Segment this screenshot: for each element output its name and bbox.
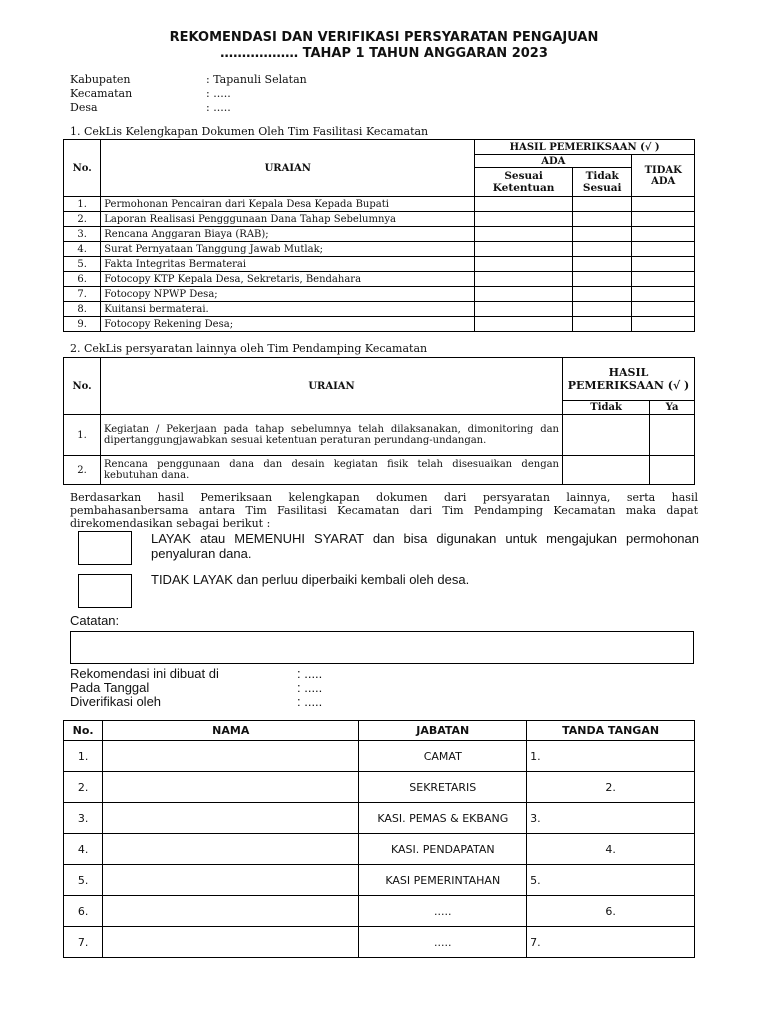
tidak-layak-checkbox[interactable] bbox=[78, 574, 132, 608]
conclusion-paragraph: Berdasarkan hasil Pemeriksaan kelengkapan dokumen dari persyaratan lainnya, serta hasil pembahasanbersama antara Tim Fasilitasi Kecamatan dari Tim Pendamping Kecamatan maka dapat direkomendasikan sebagai berikut : bbox=[70, 491, 698, 530]
tidak-sesuai-cell[interactable] bbox=[573, 272, 632, 287]
desa-value: : ..... bbox=[206, 101, 231, 114]
table-row bbox=[64, 257, 695, 272]
tanda-tangan-cell[interactable]: 1. bbox=[527, 741, 695, 772]
row-number: 9. bbox=[64, 317, 101, 332]
tanda-tangan-cell[interactable]: 7. bbox=[527, 927, 695, 958]
tidak-sesuai-cell[interactable] bbox=[573, 197, 632, 212]
table-row bbox=[64, 927, 695, 958]
sesuai-cell[interactable] bbox=[475, 212, 573, 227]
tanggal-label: Pada Tanggal bbox=[70, 680, 150, 695]
col-nama: NAMA bbox=[103, 721, 359, 741]
row-description: Rencana penggunaan dana dan desain kegiatan fisik telah disesuaikan dengan kebutuhan dana. bbox=[101, 456, 563, 485]
nama-cell[interactable] bbox=[103, 741, 359, 772]
tanggal-value: : ..... bbox=[297, 680, 323, 695]
row-description: Surat Pernyataan Tanggung Jawab Mutlak; bbox=[101, 242, 475, 257]
sesuai-cell[interactable] bbox=[475, 227, 573, 242]
tanda-tangan-cell[interactable]: 4. bbox=[527, 834, 695, 865]
jabatan-cell: KASI PEMERINTAHAN bbox=[359, 865, 527, 896]
tanda-tangan-cell[interactable]: 5. bbox=[527, 865, 695, 896]
tidak-layak-option-label: TIDAK LAYAK dan perluu diperbaiki kembali oleh desa. bbox=[151, 572, 470, 587]
col-jabatan: JABATAN bbox=[359, 721, 527, 741]
tidak-sesuai-cell[interactable] bbox=[573, 287, 632, 302]
row-number: 4. bbox=[64, 834, 103, 865]
checklist-table-1 bbox=[63, 139, 695, 332]
row-description: Kegiatan / Pekerjaan pada tahap sebelumnya telah dilaksanakan, dimonitoring dan dipertanggungjawabkan sesuai ketentuan peraturan perundang-undangan. bbox=[101, 415, 563, 456]
desa-label: Desa bbox=[70, 101, 98, 114]
jabatan-cell: SEKRETARIS bbox=[359, 772, 527, 803]
table-row bbox=[64, 456, 695, 485]
table-row bbox=[64, 197, 695, 212]
tidak-ada-cell[interactable] bbox=[632, 287, 695, 302]
row-number: 7. bbox=[64, 287, 101, 302]
tidak-sesuai-cell[interactable] bbox=[573, 227, 632, 242]
kecamatan-label: Kecamatan bbox=[70, 87, 133, 100]
tidak-ada-cell[interactable] bbox=[632, 317, 695, 332]
tanda-tangan-cell[interactable]: 2. bbox=[527, 772, 695, 803]
table-row bbox=[64, 772, 695, 803]
row-number: 2. bbox=[64, 772, 103, 803]
row-description: Kuitansi bermaterai. bbox=[101, 302, 475, 317]
nama-cell[interactable] bbox=[103, 834, 359, 865]
col-no: No. bbox=[64, 721, 103, 741]
verifikasi-label: Diverifikasi oleh bbox=[70, 694, 162, 709]
tidak-cell[interactable] bbox=[563, 456, 650, 485]
table-row bbox=[64, 302, 695, 317]
jabatan-cell: KASI. PENDAPATAN bbox=[359, 834, 527, 865]
tanda-tangan-cell[interactable]: 6. bbox=[527, 896, 695, 927]
row-number: 1. bbox=[64, 197, 101, 212]
kecamatan-value: : ..... bbox=[206, 87, 231, 100]
sesuai-cell[interactable] bbox=[475, 242, 573, 257]
row-description: Rencana Anggaran Biaya (RAB); bbox=[101, 227, 475, 242]
col-ya: Ya bbox=[650, 401, 695, 415]
row-number: 2. bbox=[64, 456, 101, 485]
jabatan-cell: ..... bbox=[359, 896, 527, 927]
col-no: No. bbox=[64, 358, 101, 415]
tanda-tangan-cell[interactable]: 3. bbox=[527, 803, 695, 834]
col-tanda-tangan: TANDA TANGAN bbox=[527, 721, 695, 741]
col-uraian: URAIAN bbox=[101, 140, 475, 197]
nama-cell[interactable] bbox=[103, 803, 359, 834]
sesuai-cell[interactable] bbox=[475, 302, 573, 317]
table-row bbox=[64, 803, 695, 834]
table-row bbox=[64, 415, 695, 456]
verifikasi-value: : ..... bbox=[297, 694, 323, 709]
tidak-ada-cell[interactable] bbox=[632, 242, 695, 257]
table-row bbox=[64, 272, 695, 287]
tidak-sesuai-cell[interactable] bbox=[573, 242, 632, 257]
row-description: Fotocopy Rekening Desa; bbox=[101, 317, 475, 332]
row-number: 4. bbox=[64, 242, 101, 257]
table-row bbox=[64, 834, 695, 865]
col-no: No. bbox=[64, 140, 101, 197]
jabatan-cell: CAMAT bbox=[359, 741, 527, 772]
table-row bbox=[64, 287, 695, 302]
table-row bbox=[64, 865, 695, 896]
row-description: Laporan Realisasi Pengggunaan Dana Tahap Sebelumnya bbox=[101, 212, 475, 227]
nama-cell[interactable] bbox=[103, 927, 359, 958]
table-row bbox=[64, 896, 695, 927]
tidak-ada-cell[interactable] bbox=[632, 257, 695, 272]
sesuai-cell[interactable] bbox=[475, 257, 573, 272]
signature-table bbox=[63, 720, 695, 958]
tidak-sesuai-cell[interactable] bbox=[573, 302, 632, 317]
tidak-sesuai-cell[interactable] bbox=[573, 257, 632, 272]
row-number: 5. bbox=[64, 257, 101, 272]
row-number: 7. bbox=[64, 927, 103, 958]
row-number: 1. bbox=[64, 741, 103, 772]
layak-option-label: LAYAK atau MEMENUHI SYARAT dan bisa digunakan untuk mengajukan permohonan penyaluran dana. bbox=[151, 531, 699, 561]
dibuat-value: : ..... bbox=[297, 666, 323, 681]
row-number: 6. bbox=[64, 896, 103, 927]
row-number: 6. bbox=[64, 272, 101, 287]
section2-heading: 2. CekLis persyaratan lainnya oleh Tim Pendamping Kecamatan bbox=[70, 342, 428, 355]
row-number: 3. bbox=[64, 803, 103, 834]
col-hasil: HASIL PEMERIKSAAN (√ ) bbox=[475, 140, 695, 155]
dibuat-label: Rekomendasi ini dibuat di bbox=[70, 666, 219, 681]
table-row bbox=[64, 317, 695, 332]
sesuai-cell[interactable] bbox=[475, 317, 573, 332]
jabatan-cell: ..... bbox=[359, 927, 527, 958]
sesuai-cell[interactable] bbox=[475, 272, 573, 287]
nama-cell[interactable] bbox=[103, 896, 359, 927]
catatan-field[interactable] bbox=[70, 631, 694, 664]
row-number: 1. bbox=[64, 415, 101, 456]
col-uraian: URAIAN bbox=[101, 358, 563, 415]
row-description: Fotocopy KTP Kepala Desa, Sekretaris, Bendahara bbox=[101, 272, 475, 287]
sesuai-cell[interactable] bbox=[475, 287, 573, 302]
col-tidak-ada: TIDAK ADA bbox=[632, 155, 695, 197]
document-title-line1: REKOMENDASI DAN VERIFIKASI PERSYARATAN PENGAJUAN bbox=[169, 30, 599, 45]
ya-cell[interactable] bbox=[650, 456, 695, 485]
col-hasil: HASIL PEMERIKSAAN (√ ) bbox=[563, 358, 695, 401]
col-tidak: Tidak bbox=[563, 401, 650, 415]
row-description: Fotocopy NPWP Desa; bbox=[101, 287, 475, 302]
kabupaten-label: Kabupaten bbox=[70, 73, 131, 86]
checklist-table-2 bbox=[63, 357, 695, 485]
nama-cell[interactable] bbox=[103, 865, 359, 896]
nama-cell[interactable] bbox=[103, 772, 359, 803]
row-description: Fakta Integritas Bermaterai bbox=[101, 257, 475, 272]
ya-cell[interactable] bbox=[650, 415, 695, 456]
col-ada: ADA bbox=[475, 155, 632, 168]
sesuai-cell[interactable] bbox=[475, 197, 573, 212]
catatan-label: Catatan: bbox=[70, 613, 120, 628]
tidak-sesuai-cell[interactable] bbox=[573, 317, 632, 332]
document-title-line2: ……………… TAHAP 1 TAHUN ANGGARAN 2023 bbox=[220, 46, 548, 61]
tidak-ada-cell[interactable] bbox=[632, 212, 695, 227]
col-tidak-sesuai: Tidak Sesuai bbox=[573, 168, 632, 197]
col-sesuai: Sesuai Ketentuan bbox=[475, 168, 573, 197]
tidak-ada-cell[interactable] bbox=[632, 197, 695, 212]
row-description: Permohonan Pencairan dari Kepala Desa Kepada Bupati bbox=[101, 197, 475, 212]
layak-checkbox[interactable] bbox=[78, 531, 132, 565]
table-row bbox=[64, 212, 695, 227]
row-number: 8. bbox=[64, 302, 101, 317]
tidak-cell[interactable] bbox=[563, 415, 650, 456]
table-row bbox=[64, 741, 695, 772]
table-row bbox=[64, 242, 695, 257]
table-row bbox=[64, 227, 695, 242]
section1-heading: 1. CekLis Kelengkapan Dokumen Oleh Tim Fasilitasi Kecamatan bbox=[70, 125, 429, 138]
tidak-ada-cell[interactable] bbox=[632, 272, 695, 287]
tidak-sesuai-cell[interactable] bbox=[573, 212, 632, 227]
row-number: 2. bbox=[64, 212, 101, 227]
row-number: 5. bbox=[64, 865, 103, 896]
row-number: 3. bbox=[64, 227, 101, 242]
kabupaten-value: : Tapanuli Selatan bbox=[206, 73, 307, 86]
tidak-ada-cell[interactable] bbox=[632, 227, 695, 242]
tidak-ada-cell[interactable] bbox=[632, 302, 695, 317]
jabatan-cell: KASI. PEMAS & EKBANG bbox=[359, 803, 527, 834]
